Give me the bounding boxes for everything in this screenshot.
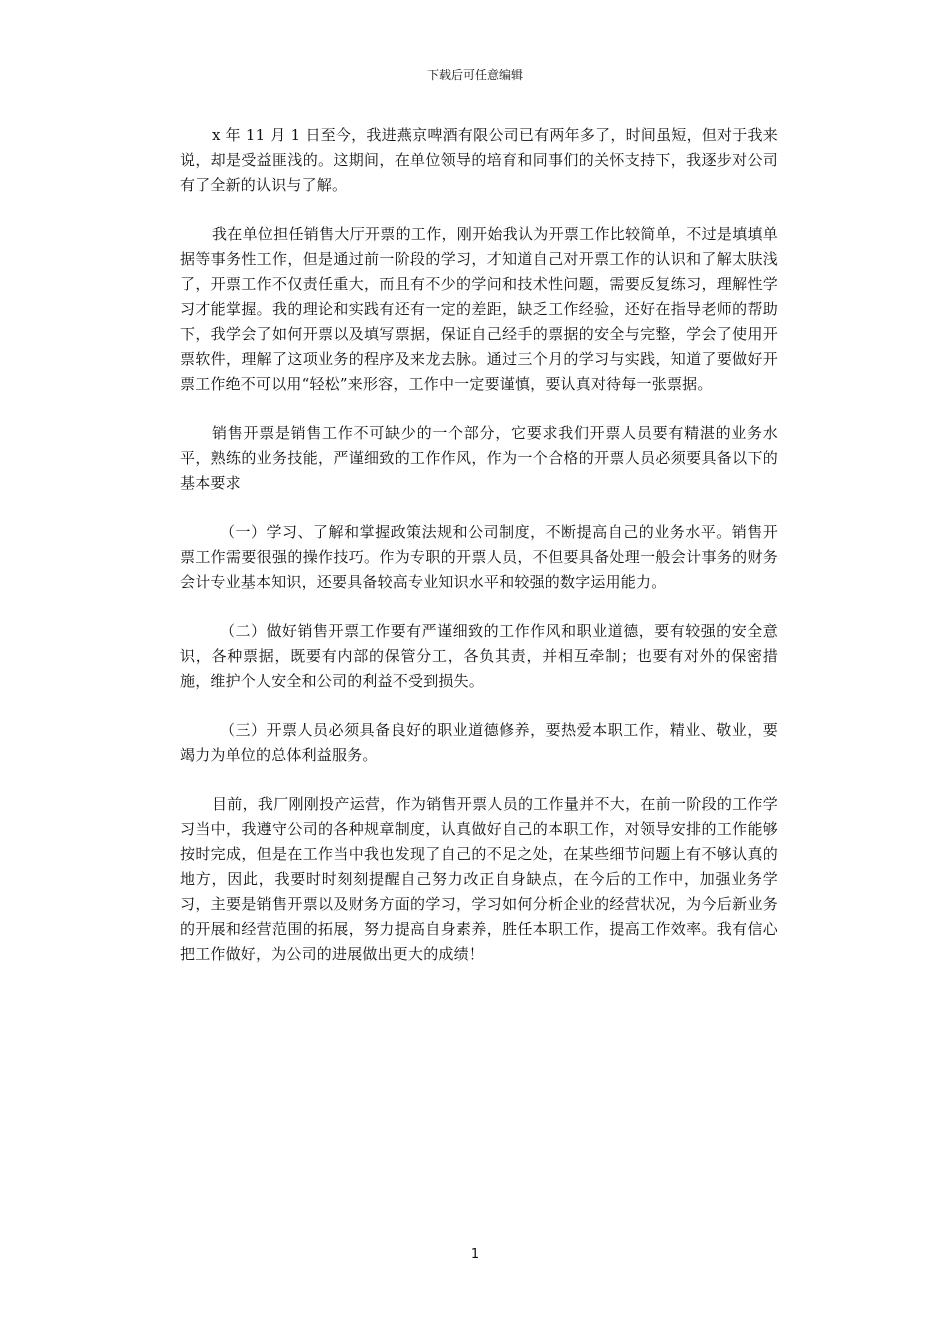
- document-body: [180, 123, 778, 991]
- paragraph-intro: x 年 11 月 1 日至今，我进燕京啤酒有限公司已有两年多了，时间虽短，但对于我来说，却是受益匪浅的。这期间，在单位领导的培育和同事们的关怀支持下，我逐步对公司有了全新的认识与了解。: [180, 126, 778, 194]
- paragraph-job-description: 我在单位担任销售大厅开票的工作，刚开始我认为开票工作比较简单，不过是填填单据等事务性工作，但是通过前一阶段的学习，才知道自己对开票工作的认识和了解太肤浅了，开票工作不仅责任重大，而且有不少的学问和技术性问题，需要反复练习，理解性学习才能掌握。我的理论和实践有还有一定的差距，缺乏工作经验，还好在指导老师的帮助下，我学会了如何开票以及填写票据，保证自己经手的票据的安全与完整，学会了使用开票软件，理解了这项业务的程序及来龙去脉。通过三个月的学习与实践，知道了要做好开票工作绝不可以用“轻松”来形容，工作中一定要谨慎，要认真对待每一张票据。: [180, 225, 778, 393]
- paragraph-requirement-1: （一）学习、了解和掌握政策法规和公司制度，不断提高自己的业务水平。销售开票工作需要很强的操作技巧。作为专职的开票人员，不但要具备处理一般会计事务的财务会计专业基本知识，还要具备较高专业知识水平和较强的数字运用能力。: [180, 523, 778, 591]
- page-header: 下载后可任意编辑: [426, 68, 523, 82]
- paragraph-requirement-2: （二）做好销售开票工作要有严谨细致的工作作风和职业道德，要有较强的安全意识，各种票据，既要有内部的保管分工，各负其责，并相互牵制；也要有对外的保密措施，维护个人安全和公司的利益不受到损失。: [180, 622, 778, 690]
- paragraph-conclusion: 目前，我厂刚刚投产运营，作为销售开票人员的工作量并不大，在前一阶段的工作学习当中，我遵守公司的各种规章制度，认真做好自己的本职工作，对领导安排的工作能够按时完成，但是在工作当中我也发现了自己的不足之处，在某些细节问题上有不够认真的地方，因此，我要时时刻刻提醒自己努力改正自身缺点，在今后的工作中，加强业务学习，主要是销售开票以及财务方面的学习，学习如何分析企业的经营状况，为今后新业务的开展和经营范围的拓展，努力提高自身素养，胜任本职工作，提高工作效率。我有信心把工作做好，为公司的进展做出更大的成绩！: [180, 795, 778, 963]
- paragraph-requirements-intro: 销售开票是销售工作不可缺少的一个部分，它要求我们开票人员要有精湛的业务水平，熟练的业务技能，严谨细致的工作作风，作为一个合格的开票人员必须要具备以下的基本要求: [180, 424, 778, 492]
- paragraph-requirement-3: （三）开票人员必须具备良好的职业道德修养，要热爱本职工作，精业、敬业，要竭力为单位的总体利益服务。: [180, 721, 778, 764]
- page-number: 1: [470, 1247, 480, 1262]
